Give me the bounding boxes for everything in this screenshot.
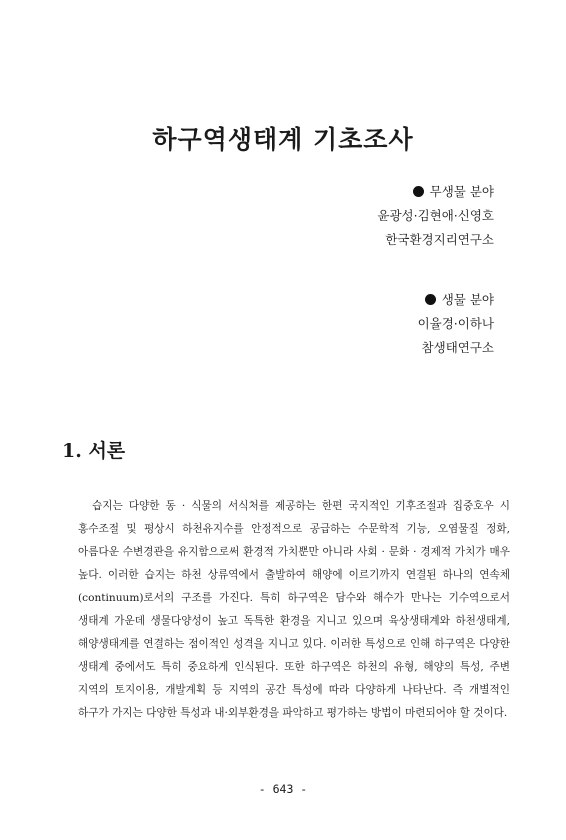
document-title: 하구역생태계 기초조사	[152, 125, 414, 154]
author-institution: 참생태연구소	[421, 340, 494, 355]
section-heading: 1. 서론	[62, 440, 126, 462]
field-label	[418, 288, 494, 312]
field-label	[377, 180, 494, 204]
field-name: 무생물 분야	[429, 184, 494, 199]
author-names: 이율경·이하나	[417, 316, 494, 331]
bullet-icon	[425, 294, 436, 305]
author-names: 윤광성·김현애·신영호	[377, 208, 494, 223]
author-institution: 한국환경지리연구소	[385, 232, 494, 247]
page-number: - 643 -	[258, 782, 308, 796]
field-name: 생물 분야	[441, 292, 494, 307]
body-paragraph: 습지는 다양한 동 · 식물의 서식처를 제공하는 한편 국지적인 기후조절과 집중호우 시 홍수조절 및 평상시 하천유지수를 안정적으로 공급하는 수문학적 기능, 오염물질 정화, 아름다운 수변경관을 유지함으로써 환경적 가치뿐만 아니라 사회 · 문화 · 경제적 가치가 매우 높다. 이러한 습지는 하천 상류역에서 출발하여 해양에 이르기까지 연결된 하나의 연속체(continuum)로서의 구조를 가진다. 특히 하구역은 담수와 해수가 만나는 기수역으로서 생태계 가운데 생물다양성이 높고 독특한 환경을 지니고 있으며 육상생태계와 하천생태계, 해양생태계를 연결하는 점이적인 성격을 지니고 있다. 이러한 특성으로 인해 하구역은 다양한 생태계 중에서도 특히 중요하게 인식된다. 또한 하구역은 하천의 유형, 해양의 특성, 주변 지역의 토지이용, 개발계획 등 지역의 공간 특성에 따라 다양하게 나타난다. 즉 개별적인 하구가 가지는 다양한 특성과 내·외부환경을 파악하고 평가하는 방법이 마련되어야 할 것이다.	[78, 500, 510, 719]
author-block-abiotic	[377, 180, 494, 252]
author-block-biotic	[418, 288, 494, 360]
bullet-icon	[413, 186, 424, 197]
